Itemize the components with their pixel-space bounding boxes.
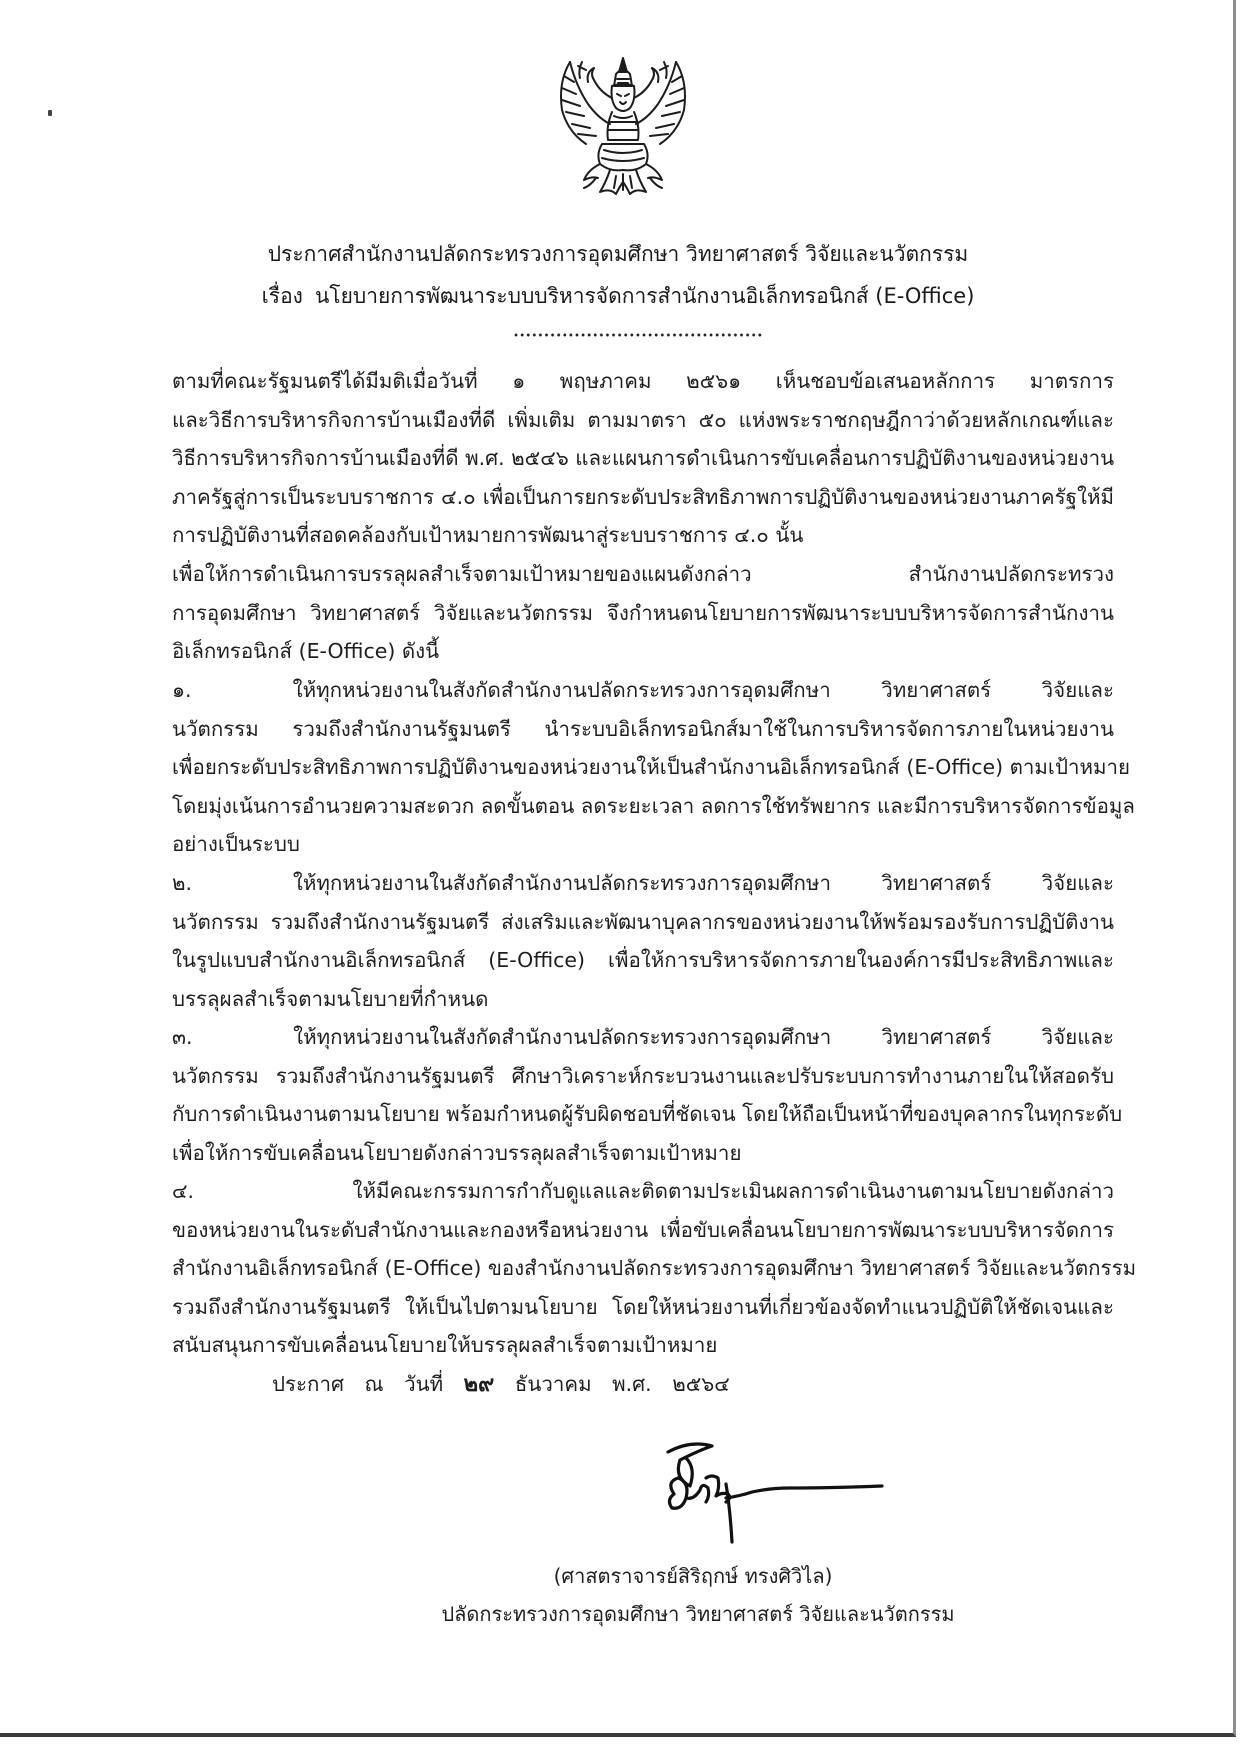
signatory-position: ปลัดกระทรวงการอุดมศึกษา วิทยาศาสตร์ วิจัยและนวัตกรรม: [441, 1602, 955, 1626]
text-line: รวมถึงสำนักงานรัฐมนตรี ให้เป็นไปตามนโยบาย โดยให้หน่วยงานที่เกี่ยวข้องจัดทำแนวปฏิบัติให้ชัดเจนและ: [172, 1294, 1114, 1319]
text-line: นวัตกรรม รวมถึงสำนักงานรัฐมนตรี นำระบบอิเล็กทรอนิกส์มาใช้ในการบริหารจัดการภายในหน่วยงาน: [172, 716, 1114, 741]
date-label: วันที่: [404, 1372, 444, 1396]
item-number: ๓.: [172, 1025, 193, 1049]
month-value: ธันวาคม: [514, 1372, 592, 1396]
text-line: สำนักงานอิเล็กทรอนิกส์ (E-Office) ของสำนักงานปลัดกระทรวงการอุดมศึกษา วิทยาศาสตร์ วิจัยและนวัตกรรม: [172, 1256, 1137, 1281]
policy-item-1: [172, 671, 1135, 864]
text-line: อิเล็กทรอนิกส์ (E-Office) ดังนี้: [172, 639, 440, 664]
garuda-emblem-icon: [540, 52, 706, 202]
announcement-date: [272, 1366, 730, 1401]
text-line: ๑. ให้ทุกหน่วยงานในสังกัดสำนักงานปลัดกระทรวงการอุดมศึกษา วิทยาศาสตร์ วิจัยและ: [172, 678, 1114, 702]
paragraph-purpose: [172, 555, 1114, 671]
signature-icon: [660, 1438, 890, 1550]
text-line: ตามที่คณะรัฐมนตรีได้มีมติเมื่อวันที่ ๑ พฤษภาคม ๒๕๖๑ เห็นชอบข้อเสนอหลักการ มาตรการ: [172, 369, 1114, 393]
paragraph-preamble: [172, 362, 1114, 555]
text-line: เพื่อยกระดับประสิทธิภาพการปฏิบัติงานของหน่วยงานให้เป็นสำนักงานอิเล็กทรอนิกส์ (E-Office) ตามเป้าหมาย: [172, 755, 1131, 780]
text-line: การอุดมศึกษา วิทยาศาสตร์ วิจัยและนวัตกรรม จึงกำหนดนโยบายการพัฒนาระบบบริหารจัดการสำนักงาน: [172, 600, 1114, 625]
text-line: ๔. ให้มีคณะกรรมการกำกับดูแลและติดตามประเมินผลการดำเนินงานตามนโยบายดังกล่าว: [172, 1179, 1114, 1203]
announcement-subject: [0, 280, 1236, 313]
text-line: บรรลุผลสำเร็จตามนโยบายที่กำหนด: [172, 986, 489, 1011]
year-value: พ.ศ. ๒๕๖๔: [612, 1372, 730, 1396]
dotted-separator: [513, 333, 763, 337]
text-line: กับการดำเนินงานตามนโยบาย พร้อมกำหนดผู้รับผิดชอบที่ชัดเจน โดยให้ถือเป็นหน้าที่ของบุคลากรในทุกระดับ: [172, 1102, 1123, 1127]
text-line: นวัตกรรม รวมถึงสำนักงานรัฐมนตรี ส่งเสริมและพัฒนาบุคลากรของหน่วยงานให้พร้อมรองรับการปฏิบัติงาน: [172, 909, 1114, 934]
item-number: ๒.: [172, 871, 193, 895]
subject-label: เรื่อง: [261, 284, 303, 308]
text-line: นวัตกรรม รวมถึงสำนักงานรัฐมนตรี ศึกษาวิเคราะห์กระบวนงานและปรับระบบการทำงานภายในให้สอดรับ: [172, 1063, 1114, 1088]
text-line: ของหน่วยงานในระดับสำนักงานและกองหรือหน่วยงาน เพื่อขับเคลื่อนนโยบายการพัฒนาระบบบริหารจัดการ: [172, 1217, 1114, 1242]
text-line: เพื่อให้การดำเนินการบรรลุผลสำเร็จตามเป้าหมายของแผนดังกล่าว สำนักงานปลัดกระทรวง: [172, 562, 1114, 586]
text-line: วิธีการบริหารกิจการบ้านเมืองที่ดี พ.ศ. ๒๕๔๖ และแผนการดำเนินการขับเคลื่อนการปฏิบัติงานของหน่วยงาน: [172, 446, 1115, 471]
policy-item-3: [172, 1018, 1123, 1172]
text-line: สนับสนุนการขับเคลื่อนนโยบายให้บรรลุผลสำเร็จตามเป้าหมาย: [172, 1333, 718, 1358]
day-value: ๒๙: [463, 1372, 495, 1397]
text-line: และวิธีการบริหารกิจการบ้านเมืองที่ดี เพิ่มเติม ตามมาตรา ๕๐ แห่งพระราชกฤษฎีกาว่าด้วยหลักเกณฑ์และ: [172, 407, 1114, 432]
text-line: อย่างเป็นระบบ: [172, 832, 300, 857]
text-line: เพื่อให้การขับเคลื่อนนโยบายดังกล่าวบรรลุผลสำเร็จตามเป้าหมาย: [172, 1140, 742, 1165]
policy-item-2: [172, 864, 1114, 1018]
item-number: ๑.: [172, 678, 192, 702]
announce-label: ประกาศ: [272, 1372, 344, 1396]
policy-item-4: [172, 1172, 1137, 1365]
signatory-name: (ศาสตราจารย์สิริฤกษ์ ทรงศิวิไล): [553, 1564, 833, 1588]
text-line: ๒. ให้ทุกหน่วยงานในสังกัดสำนักงานปลัดกระทรวงการอุดมศึกษา วิทยาศาสตร์ วิจัยและ: [172, 871, 1114, 895]
scan-speck: [48, 110, 52, 116]
at-label: ณ: [364, 1372, 384, 1396]
text-line: ในรูปแบบสำนักงานอิเล็กทรอนิกส์ (E-Office) เพื่อให้การบริหารจัดการภายในองค์การมีประสิทธิภาพและ: [172, 948, 1114, 973]
text-line: ๓. ให้ทุกหน่วยงานในสังกัดสำนักงานปลัดกระทรวงการอุดมศึกษา วิทยาศาสตร์ วิจัยและ: [172, 1025, 1114, 1049]
text-line: ภาครัฐสู่การเป็นระบบราชการ ๔.๐ เพื่อเป็นการยกระดับประสิทธิภาพการปฏิบัติงานของหน่วยงานภาครัฐให้มี: [172, 484, 1114, 509]
text-line: โดยมุ่งเน้นการอำนวยความสะดวก ลดขั้นตอน ลดระยะเวลา ลดการใช้ทรัพยากร และมีการบริหารจัดการข้อมูล: [172, 793, 1135, 818]
subject-text: นโยบายการพัฒนาระบบบริหารจัดการสำนักงานอิเล็กทรอนิกส์ (E-Office): [314, 284, 975, 308]
text-line: การปฏิบัติงานที่สอดคล้องกับเป้าหมายการพัฒนาสู่ระบบราชการ ๔.๐ นั้น: [172, 523, 804, 548]
item-number: ๔.: [172, 1179, 195, 1203]
announcement-title: ประกาศสำนักงานปลัดกระทรวงการอุดมศึกษา วิทยาศาสตร์ วิจัยและนวัตกรรม: [267, 242, 969, 266]
